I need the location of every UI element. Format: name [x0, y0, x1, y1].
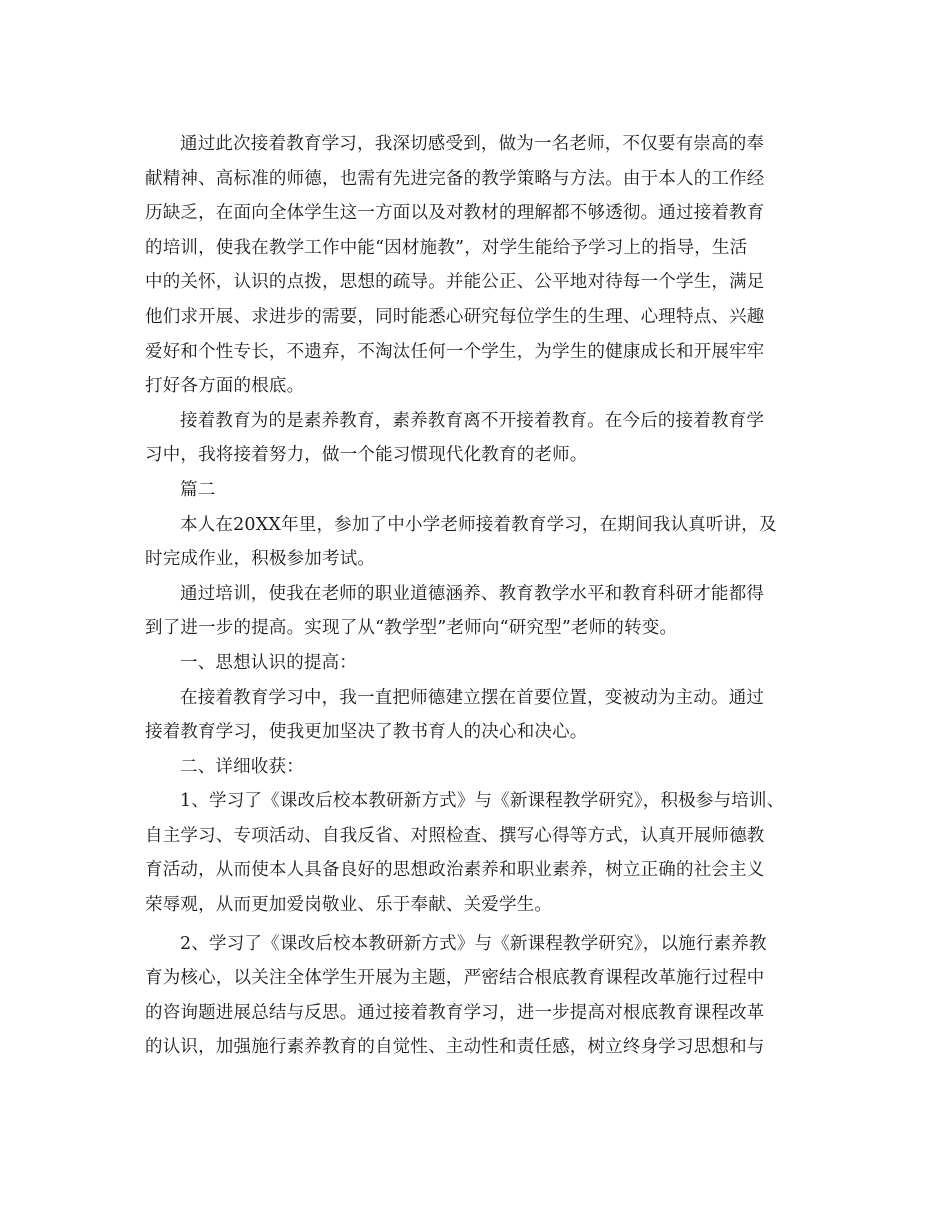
text-line: 接着教育为的是素养教育，素养教育离不开接着教育。在今后的接着教育学 — [180, 410, 765, 431]
text-line: 本人在20XX年里，参加了中小学老师接着教育学习，在期间我认真听讲，及 — [180, 514, 777, 535]
text-line: 自主学习、专项活动、自我反省、对照检查、撰写心得等方式，认真开展师德教 — [145, 825, 765, 846]
text-line: 到了进一步的提高。实现了从“教学型”老师向“研究型”老师的转变。 — [145, 618, 678, 639]
text-line: 育为核心，以关注全体学生开展为主题，严密结合根底教育课程改革施行过程中 — [145, 968, 765, 989]
document-body — [145, 127, 825, 1065]
text-line: 时完成作业，积极参加考试。 — [145, 549, 376, 570]
text-line: 2、学习了《课改后校本教研新方式》与《新课程教学研究》，以施行素养教 — [180, 933, 767, 954]
text-line: 他们求开展、求进步的需要，同时能悉心研究每位学生的生理、心理特点、兴趣 — [145, 306, 765, 327]
text-line: 通过培训，使我在老师的职业道德涵养、教育教学水平和教育科研才能都得 — [180, 583, 765, 604]
text-line: 中的关怀，认识的点拨，思想的疏导。并能公正、公平地对待每一个学生，满足 — [145, 272, 765, 293]
text-line: 习中，我将接着努力，做一个能习惯现代化教育的老师。 — [145, 445, 588, 466]
text-line: 爱好和个性专长，不遗弃，不淘汰任何一个学生，为学生的健康成长和开展牢牢 — [145, 341, 765, 362]
text-line: 育活动，从而使本人具备良好的思想政治素养和职业素养，树立正确的社会主义 — [145, 860, 765, 881]
text-line: 献精神、高标准的师德，也需有先进完备的教学策略与方法。由于本人的工作经 — [145, 168, 765, 189]
text-line: 篇二 — [180, 479, 216, 500]
text-line: 一、思想认识的提高： — [180, 652, 357, 673]
text-line: 在接着教育学习中，我一直把师德建立摆在首要位置，变被动为主动。通过 — [180, 687, 765, 708]
text-line: 历缺乏，在面向全体学生这一方面以及对教材的理解都不够透彻。通过接着教育 — [145, 203, 765, 224]
text-line: 二、详细收获： — [180, 756, 304, 777]
text-line: 接着教育学习，使我更加坚决了教书育人的决心和决心。 — [145, 722, 588, 743]
text-line: 荣辱观，从而更加爱岗敬业、乐于奉献、关爱学生。 — [145, 895, 553, 916]
text-line: 的认识，加强施行素养教育的自觉性、主动性和责任感，树立终身学习思想和与 — [145, 1037, 765, 1058]
text-line: 的咨询题进展总结与反思。通过接着教育学习，进一步提高对根底教育课程改革 — [145, 1002, 765, 1023]
text-line: 打好各方面的根底。 — [145, 376, 305, 397]
text-line: 通过此次接着教育学习，我深切感受到，做为一名老师，不仅要有崇高的奉 — [180, 134, 765, 154]
text-line: 1、学习了《课改后校本教研新方式》与《新课程教学研究》，积极参与培训、 — [180, 791, 785, 812]
text-line: 的培训，使我在教学工作中能“因材施教”，对学生能给予学习上的指导，生活 — [145, 237, 748, 258]
